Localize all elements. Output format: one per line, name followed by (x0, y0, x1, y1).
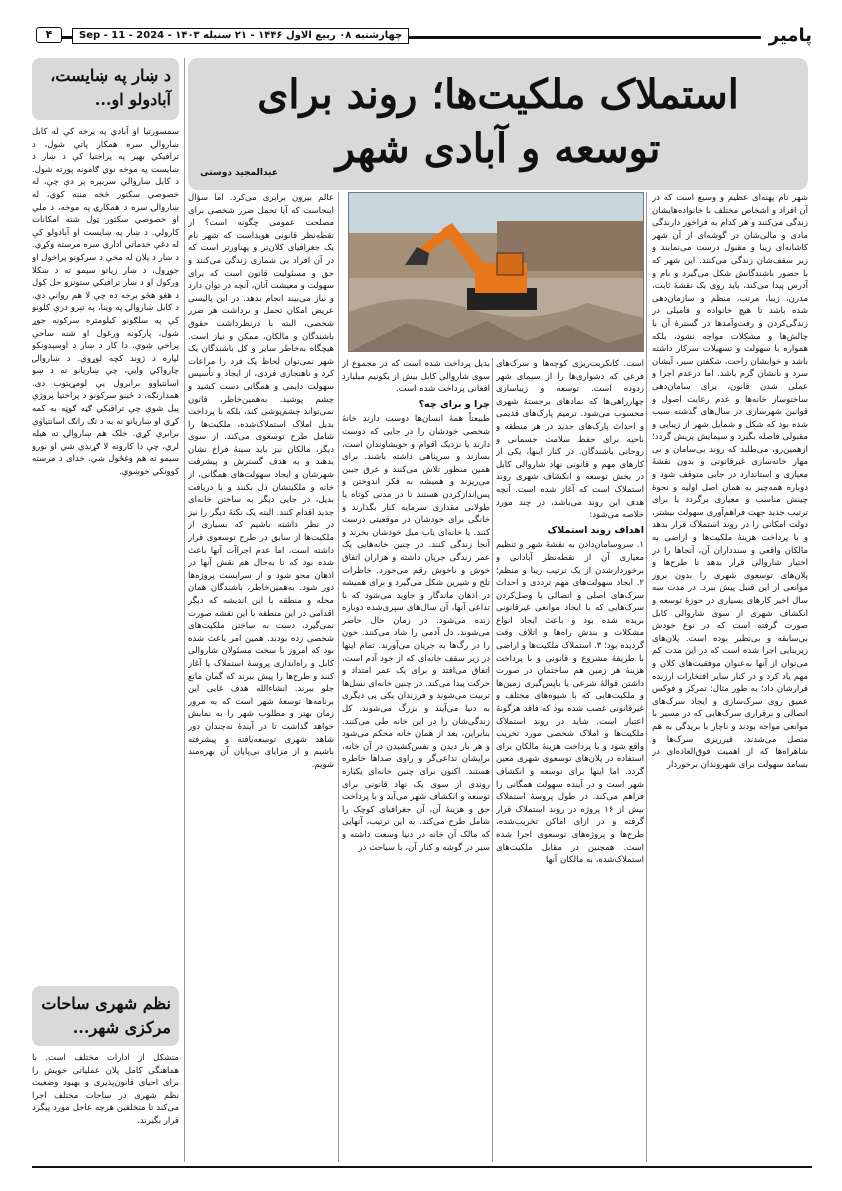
column-2-body: ۱. سروسامان‌دادن به نقشهٔ شهر و تنظیم معیاری آن از نقطه‌نظر آبادانی و برخوردارشدن از یک ترتیب زیبا و منظم؛ ۲. ایجاد سهولت‌های مهم ترددی و احداث سرک‌های اصلی و اتصالی یا وصل‌کردن سرک‌هایی که با ایجاد موانعی غیرقانونی بریده شده بود و باعث ایجاد انواع مشکلات و بندش راه‌ها و اتلاف وقت گردیده بود؛ ۳. استملاک ملکیت‌ها و اراضی با طریقهٔ مشروع و قانونی و با پرداخت هزینهٔ هر زمین هم ساختمان در صورت داشتن قوالهٔ شرعی یا باپس‌گیری زمین‌ها و ملکیت‌هایی که با شیوه‌های مختلف و غیرقانونی غصب شده بود که فاقد هرگونهٔ اعتبار است. شاید در روند استملاک ملکیت‌ها و املاک شخصی مورد تخریب واقع شود و با پرداخت هزینهٔ مالکان برای استفاده در پلان‌های توسعوی شهری معین گردد. اما اینها برای توسعه و انکشاف شهر است و در آینده سهولت همگانی را فراهم می‌کند. در طول پروسهٔ استملاک بیش از ۱۶ پروژه در روند استملاک قرار گرفته و در ازای اماکن تخریب‌شده، طرح‌ها و پروژه‌های توسعوی اجرا شده است. همچنین در مقابل ملکیت‌های استملاک‌شده، به مالکان آنها (496, 540, 644, 866)
page-header (36, 26, 812, 46)
column-3-intro: بدیل پرداخت شده است که در مجموع از سوی شاروالی کابل بیش از یکونیم میلیارد افغانی پرداخت شده است. (342, 359, 490, 395)
sidebar-box2-title: نظم شهری ساحات مرکزی شهر... (32, 986, 179, 1046)
article-column-3 (342, 358, 490, 1162)
sidebar-box2-text: متشکل از ادارات مختلف است. با هماهنگی کامل پلان عملیاتی خویش را برای احیای قانون‌پذیری و بهبود وضعیت نظم شهری در ساحات مختلف اجرا می‌کند تا متخلفین هرچه عاجل مورد پیگرد قرار بگیرند. (32, 1053, 179, 1126)
newspaper-logo: پامیر (761, 26, 812, 46)
excavator-photo (348, 192, 644, 352)
page-number: ۴ (36, 27, 62, 43)
excavator-image (348, 193, 643, 352)
headline-box (188, 58, 808, 190)
column-divider (338, 192, 339, 1162)
article-column-2 (496, 358, 644, 1162)
dateline: چهارشنبه ۰۸ ربیع الاول ۱۴۴۶ - ۲۱ سنبله ۱۴۰۳ - Sep - 11 - 2024 (72, 28, 409, 44)
column-divider (646, 192, 647, 1162)
article-column-4: عالم بیرون برابری می‌کرد. اما سؤال اینجاست که آیا تحمل ضرر شخصی برای مصلحت عمومی چگونه است؟ از نقطه‌نظر قانونی هویداست که شهر نام یک جغرافیای کلان‌تر و پهناورتر است که در آن افراد بی شماری زندگی می‌کنند و حق و مسئولیت قانون است که برای سهولت و معیشت آنان، آنچه در توان دارد و نیاز می‌بیند انجام بدهد. در این پالیسی عریض امکان تحمل و برداشت هر ضرر شخصی، البته با درنظرداشت حقوق باشندگان و مالکان، ممکن و نیاز است. هیچگاه به‌خاطر سایر و کل باشندگان یک شهر نمی‌توان لحاظ یک فرد را مراعات کرد و ناهنجاری فردی، از ایجاد و تأسیس سهولت دایمی و همگانی دست کشید و چشم پوشید. به‌همین‌خاطر، قانون نمی‌تواند چشم‌پوشی کند، بلکه با پرداخت بدیل املاک استملاک‌شده، ملکیت‌ها را شامل طرح توسعوی می‌کند. از سوی دیگر، مالکان نیز باید سینهٔ فراخ نشان بدهند و به هدف گسترش و پیشرفت شهرشان و ایجاد سهولت‌های همگانی، از خانه و ملکیتشان دل بکنند و با دریافت بدیل، در جایی دیگر به ساختن خانه‌ای جدید اقدام کنند. البته یک نکتهٔ دیگر را نیز در نظر داشته باشیم که بسیاری از ملکیت‌ها از سابق در طرح توسعوی قرار داشته است، اما عدم اجراآت آنها باعث شده بود که تا به‌حال هم نقش آنها در اذهان محو شود و از سرایست پروژه‌ها دور شود. به‌همین‌خاطر، باشندگان همان محله و منطقه با این اندیشه که دیگر اقدامی در این منطقه با این نقشه صورت نمی‌گیرد، دست به ساختن ملکیت‌های شخصی زده بودند. همین امر باعث شده بود که امروز با سخت مسئولان شاروالی کابل و راه‌اندازی پروسهٔ استملاک یا آغاز کنند و طرح‌ها را پیش ببرند که گمان مانع جلو ببرند. انشاءالله هدف غایی این برنامه‌ها توسعهٔ شهر است که به مرور زمان بهتر و مطلوب شهر را به نمایش خواهد گذاشت تا در آیندهٔ نه‌چندان دور شاهد شهری توسعه‌یافته و پیشرفته باشیم و از مزایای بی‌پایان آن بهره‌مند شویم. (188, 193, 334, 770)
sidebar-box1-title: د ښار په ښایست، آبادولو او... (32, 58, 179, 120)
article-author: عبدالمجید دوستی (200, 168, 278, 178)
column-divider (492, 358, 493, 1162)
article-title: استملاک ملکیت‌ها؛ روند برای توسعه و آبادی شهر (257, 71, 739, 172)
column-divider (184, 58, 185, 1162)
article-column-1: شهر نام پهنه‌ای عظیم و وسیع است که در آن افراد و اشخاص مختلف با خانواده‌هایشان زندگی می‌کنند و هر کدام به فراخور دارندگی مادی و مالی‌شان در گوشه‌ای از آن شهر کاشانه‌ای زیبا و مقبول درست می‌نمایند و زیر سقف‌شان زندگی می‌کنند. این شهر که با حضور باشندگانش شکل می‌گیرد و نام و آدرس پیدا می‌کند، باید روی یک نقشهٔ ثابت، مدرن، زیبا، مرتب، منظم و سازمان‌دهی شده باشد تا هیچ خانواده و فامیلی در زندگی‌کردن و رفت‌وآمدها در گسترهٔ آن با چالش‌ها و مشکلات مواجه نشود، بلکه همواره با سهولت و تسهیلات سرکار داشته باشد و خوابشان راحت، شکفتن سیر، آبشان سرد و نانشان گرم باشد. اما درعدم اجرا و عملی شدن قانون، برای سامان‌دهی ساختوساز خانه‌ها و عدم رعایت اصول و قوانین شهرسازی در سال‌های گذشته سبب شده بود که شکل و شمایل شهر از زیبایی و مقبولی فاصله بگیرد و سیمایش پریش گردد؛ ازهمین‌رو، می‌طلبد که روند بی‌سامان و بی مهار خانه‌سازی غیرقانونی و بدون نقشهٔ معیاری و استاندارد در جایی متوقف شود و دوباره همه‌چیز به همان اصل اولیه و نحوهٔ چینش مناسب و معیاری برگردد یا برای ترتیب جدید جهت فراهم‌آوری سهولت بیشتر، دولت امکانی را در روند استملاک قرار بدهد و با پرداخت هزینهٔ ملکیت‌ها و اراضی به مالکان واقعی و سندداران آن، آنجاها را در اختیار شاروالی قرار بدهد تا طرح‌ها و پلان‌های توسعوی شهری را بدون بروز موانعی از این قبیل پیش ببرد. در مدت سه سال اخیر کارهای بسیاری در حوزهٔ توسعه و انکشاف شهری از سوی شاروالی کابل صورت گرفته است که در نوع خودش بی‌سابقه و بی‌نظیر بوده است. پلان‌های زیربنایی اجرا شده است که در این مدت کم می‌توان از آنها به‌عنوان موفقیت‌های کلان و مهم یاد کرد و در کنار سایر افتخارات ارزنده قرارشان داد؛ به طور مثال: تمرکز و فوکس عمیق روی سرک‌سازی و ایجاد سرک‌های اتصالی و برقراری سرک‌هایی که در مسیر با موانعی مواجه بودند و ناچار با بریدگی به هم متصل می‌شدند، قیرریزی سرک‌ها و شاهراه‌ها که از اهمیت فوق‌العاده‌ای در بسامد سهولت برای شهروندان برخوردار (652, 193, 808, 770)
footer-rule (32, 1166, 812, 1168)
column-3-body: طبیعتاً همهٔ انسان‌ها دوست دارند خانهٔ شخصی خودشان را در جایی که دوست دارند یا نزدیک اقوام و خویشاوندان است، بسازند و سرپناهی داشته باشند. برای همین منظور تلاش می‌کنند و عرق جبین می‌ریزند و همیشه به فکر اندوختن و پس‌اندازکردن هستند تا در مدتی کوتاه یا طولانی مقداری سرمایه کنار بگذارند و خانگی برای خودشان در موقعیتی درست کنند. یا خانه‌ای یاب میل خودشان بخرند و آنجا زندگی کنند. در چنین خانه‌هایی یک عمر زندگی جریان داشته و هزاران اتفاق خوش و ناخوش رقم می‌خورد. خاطرات تلخ و شیرین شکل می‌گیرد و برای همیشه در اذهان ماندگار و جاوید می‌شود که با تداعی آنها، آن سال‌های سپری‌شده دوباره زنده می‌شود. در زمان حال حاضر می‌شوند. دل آدمی را شاد می‌کنند. خون را در رگ‌ها به جریان می‌آورند. تمام اینها در زیر سقف خانه‌ای که از خود آدم است، اتفاق می‌افتد و برای یک عمر امتداد و حرکت پیدا می‌کند. در چنین خانه‌ای نسل‌ها تربیت می‌شوند و فرزندان یکی پی دیگری به دنیا می‌آیند و بزرگ می‌شوند. کل زندگی‌شان را در این خانه طی می‌کنند. بنابراین، بعد از همان خانه محکم می‌شود و هر بار دیدن و نفس‌کشیدن در آن خانه، برایشان تداعی‌گر و راوی صداها خاطره هستند. اکنون برای چنین خانه‌ای یکباره روندی از سوی یک نهاد قانونی برای توسعه و انکشاف شهر می‌آید و با پرداخت حق و هزینهٔ آن، آن جغرافیای کوچک را شامل طرح می‌کند. به این ترتیب، آنهایی که مالک آن خانه در دنیا وسعت داشته و سیر در گوشه و کنار آن، با سیاحت در (342, 414, 490, 853)
sidebar-box1-text: سمسورتیا او آبادي په برخه کې له کابل ښاروالۍ سره همکار پاتې شول، د ترافیکي بهیر په پراختیا کې د ښار د ښایست په موخه نوي ګامونه پورته شول. د کابل ښاروالي سربېره پر دې چې، له خصوصي سکتور څخه مننه کوي، له ښاروالۍ سره د همکارۍ په موخه، د ملي او خصوصي سکتور ټول شته امکانات کارولي. د ښار په ښایست او آبادولو کې له دغې خدماتي اداري سره مرسته وکړي. د ښار د پلان له مخې د سرکونو پراخول او جوړول، د ښار زیاتو سیمو ته د ښکلا ورکول او د ښار ترافیکي ستونزو حل کول د هغو هڅو برخه ده چې لا هم روانې دي. د کابل ښاروالۍ په وینا، په تېرو درې کلونو کې په سلګونو کیلومتره سرکونه جوړ شول، پارکونه ورغول او شنه ساحې پراخې شوې. دا کار د ښار د اوسېدونکو لپاره د ژوند کچه لوړوي. د ښاروالۍ چارواکي وايي، چې ښاریانو ته د ښو اسانتیاوو برابرول یې لومړیتوب دی. همدارنګه، د ځینو سرکونو د پراختیا پروژې پیل شوې چې ترافیکي ګڼه ګوڼه به کمه کړي او ښاریانو ته به د تګ راتګ اسانتیاوې برابرې کړي. خلک هم ښاروالۍ ته هیله لري، چې دا کارونه لا ګړندي شي او نورو سیمو ته هم وغځول شي. خدای د مرسته کوونکي خوښوي. (32, 127, 179, 478)
column-3-heading: چرا و برای چه؟ (418, 398, 490, 410)
column-2-intro: است. کانکریت‌ریزی کوچه‌ها و سرک‌های فرعی که دشواری‌ها را از سیمای شهر زدوده است. توسعه و زیباسازی چهارراهی‌ها که نمادهای برجستهٔ شهری محسوب می‌شود. ترمیم پارک‌های قدیمی و احداث پارک‌های جدید در هر منطقه و ناحیه برای حفظ سلامت جسمانی و روحانی باشندگان. در کنار اینها، یکی از کارهای مهم و قانونی نهاد شاروالی کابل در بخش توسعه و انکشاف شهری روند استملاک است که آغاز شده است. آنچه هدف این روند می‌باشد، در چند مورد خلاصه می‌شود: (496, 359, 644, 521)
column-2-heading: اهداف روند استملاک (547, 524, 644, 536)
